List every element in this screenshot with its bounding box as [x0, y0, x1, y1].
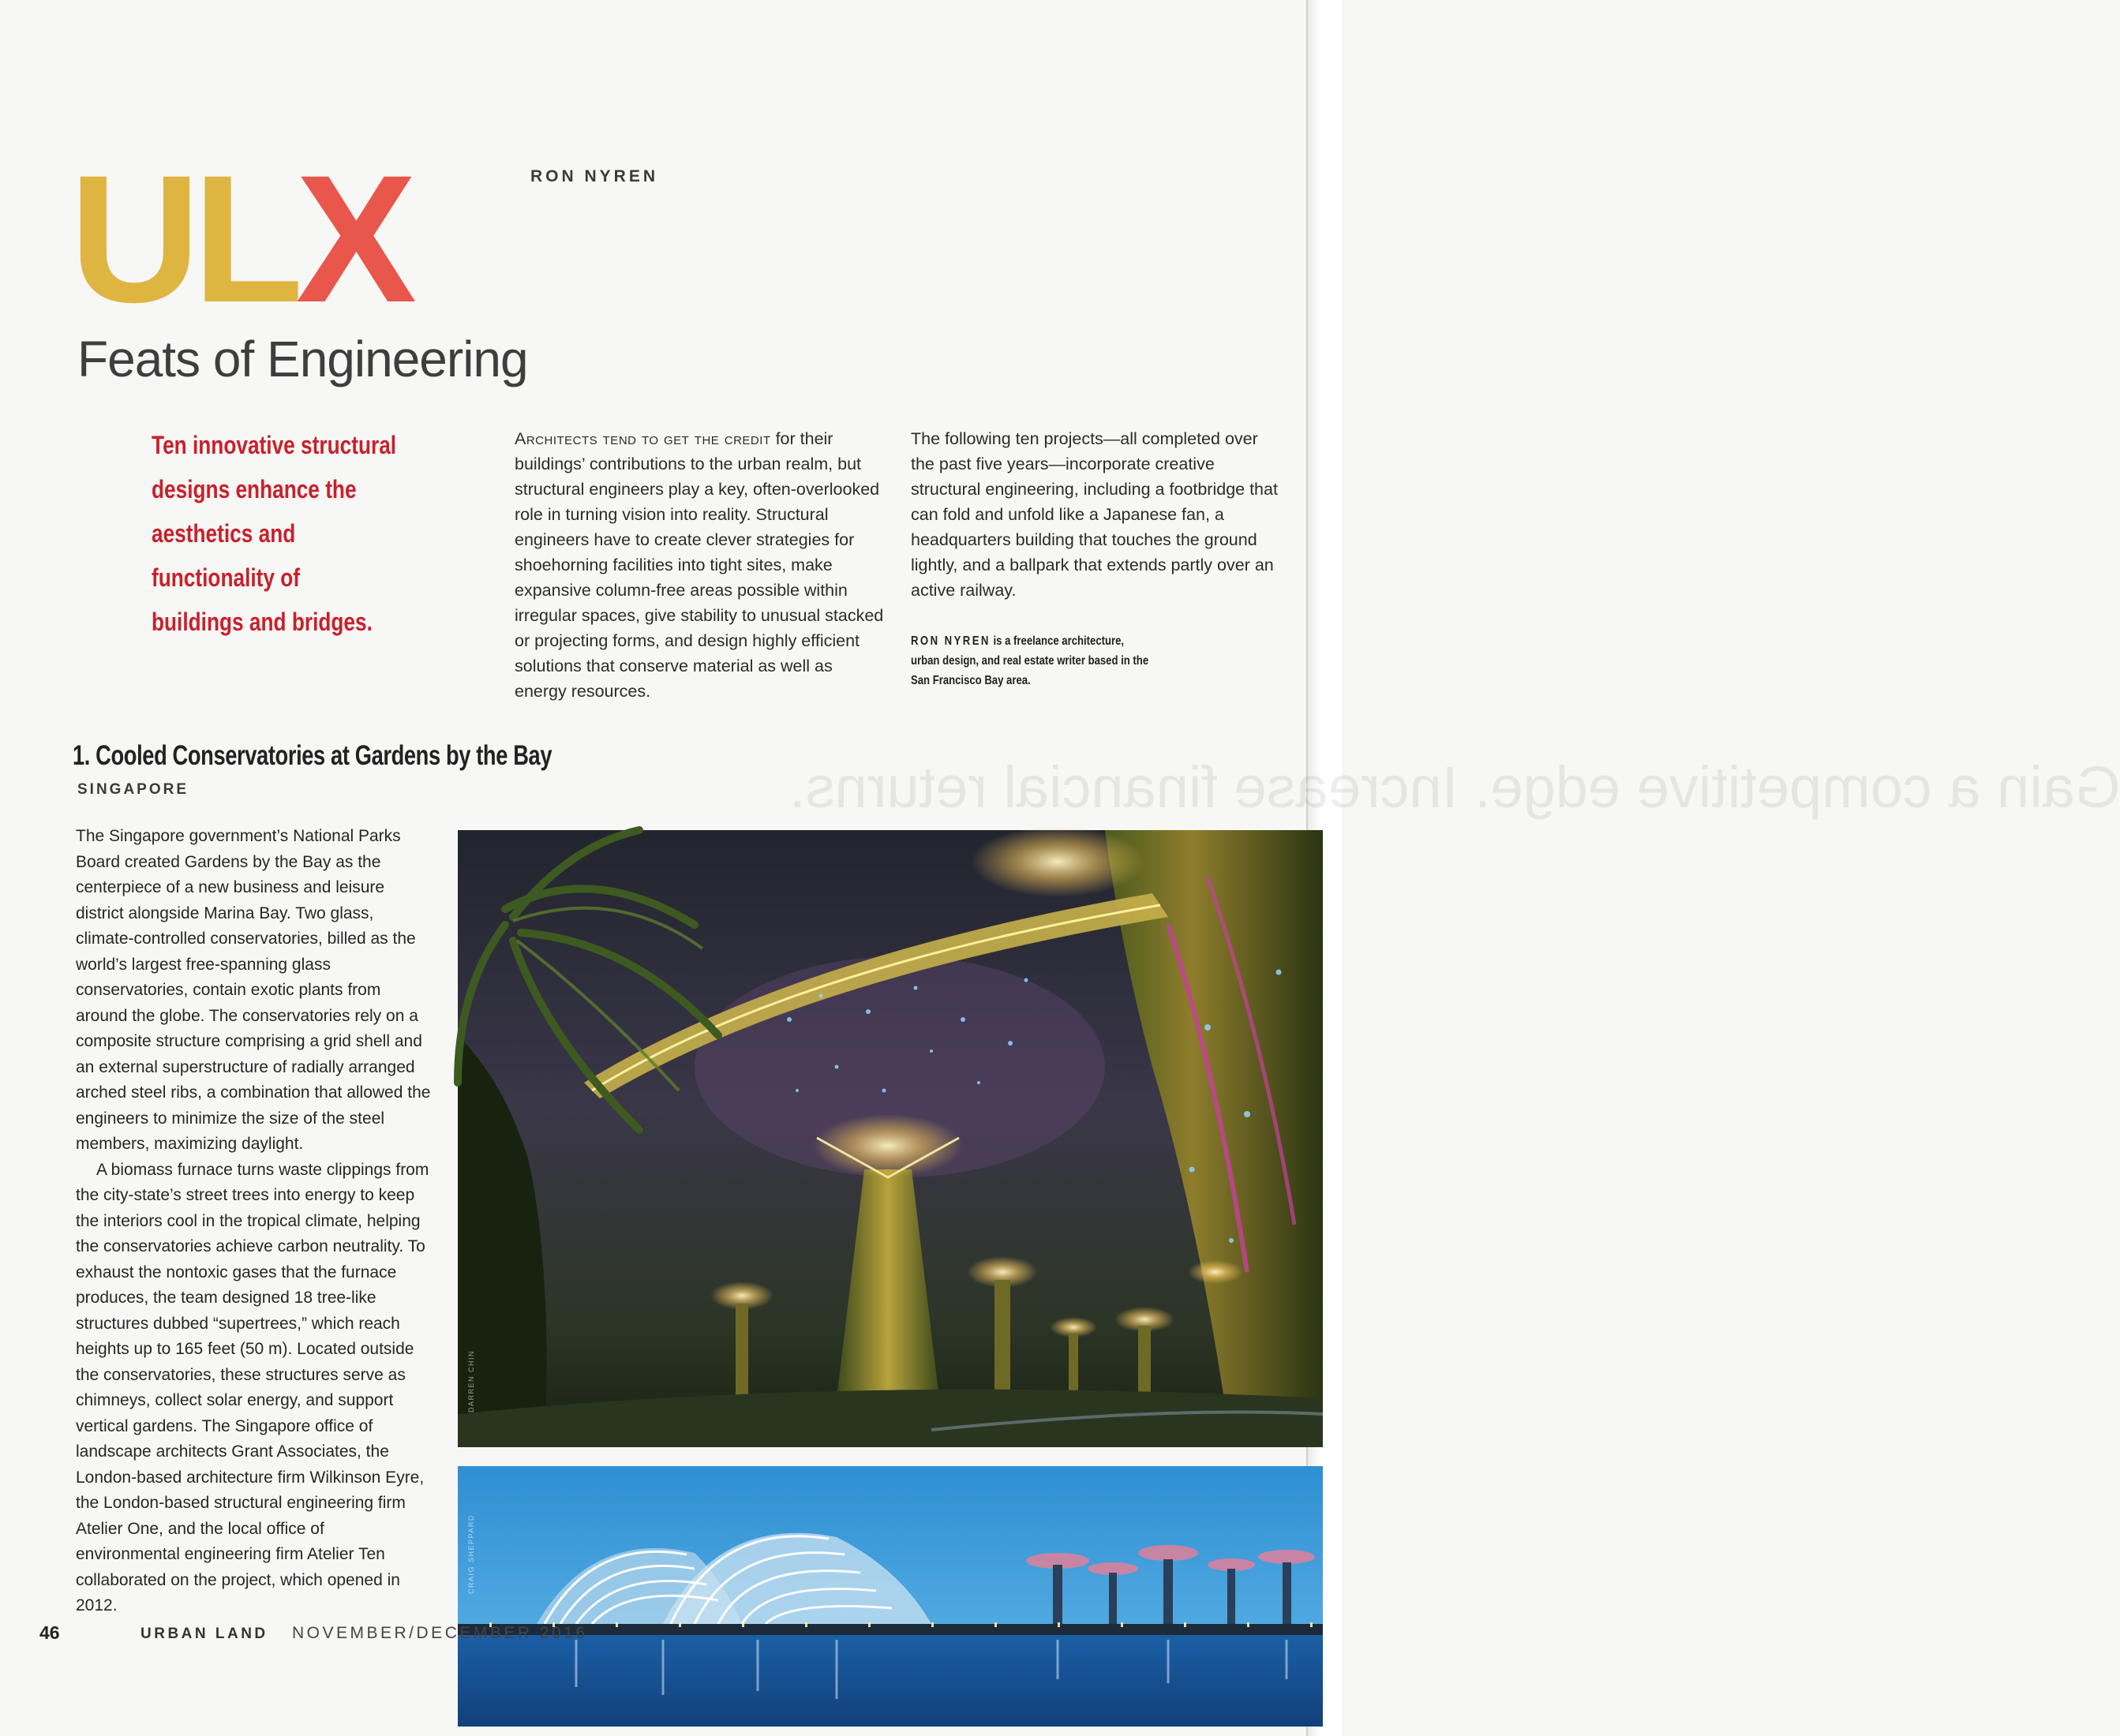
article-deck: Ten innovative structural designs enhance the aesthetics and functionality of buildings and bridges. [152, 431, 397, 636]
page-number: 46 [39, 1622, 60, 1643]
body-paragraph-1: The Singapore government’s National Parks Board created Gardens by the Bay as the centerpiece of a new business and leisure district alongside Marina Bay. Two glass, climate-controlled conservatories, billed as the world’s largest free-spanning glass conservatories, contain exotic plants from around the globe. The conservatories rely on a composite structure comprising a grid shell and an external superstructure of radially arranged arched steel ribs, a combination that allowed the engineers to minimize the size of the steel members, maximizing daylight. [76, 827, 431, 1153]
bio-line-3: San Francisco Bay area. [911, 674, 1031, 687]
supertrees-night-photo [458, 830, 1323, 1447]
brand-x: X [295, 137, 410, 340]
bleed-through-text: Gain a competitive edge. Increase financial returns. [789, 754, 2120, 820]
intro-lead-in: Architects tend to get the credit [515, 429, 771, 448]
section-title: 1. Cooled Conservatories at Gardens by the Bay [73, 740, 552, 771]
section-brand-logo [69, 137, 410, 340]
bio-line-1: is a freelance architecture, [990, 634, 1125, 648]
bio-author-name: RON NYREN [911, 634, 991, 648]
section-body [76, 824, 433, 1619]
body-paragraph-2: A biomass furnace turns waste clippings from the city-state’s street trees into energy to keep the interiors cool in the tropical climate, helping the conservatories achieve carbon neutrality. To exhaust the nontoxic gases that the furnace produces, the team designed 18 tree-like structures dubbed “supertrees,” which reach heights up to 165 feet (50 m). Located outside the conservatories, these structures serve as chimneys, collect solar energy, and support vertical gardens. The Singapore office of landscape architects Grant Associates, the London-based architecture firm Wilkinson Eyre, the London-based structural engineering firm Atelier One, and the local office of environmental engineering firm Atelier Ten collaborated on the project, which opened in 2012. [76, 1160, 429, 1614]
conservatories-dusk-photo [458, 1466, 1323, 1727]
projects-overview-paragraph: The following ten projects—all completed over the past five years—incorporate creative structural engineering, including a footbridge that can fold and unfold like a Japanese fan, a headquarters building that touches the ground lightly, and a ballpark that extends partly over an active railway. [911, 429, 1278, 600]
brand-ul: UL [69, 137, 296, 340]
author-bio [911, 631, 1149, 690]
intro-paragraph [515, 426, 886, 704]
photo-credit-1: DARREN CHIN [467, 1349, 475, 1412]
magazine-name: URBAN LAND [140, 1626, 268, 1642]
intro-text: for their buildings’ contributions to the urban realm, but structural engineers play a key, often-overlooked role in turning vision into reality. Structural engineers have to create clever strategies for shoehorning facilities into tight sites, make expansive column-free areas possible within irregular spaces, give stability to unusual stacked or projecting forms, and design highly efficient solutions that conserve material as well as energy resources. [515, 429, 884, 701]
article-headline: Feats of Engineering [77, 331, 528, 387]
photo-credit-2: CRAIG SHEPPARD [467, 1514, 475, 1594]
section-location: SINGAPORE [77, 781, 189, 798]
bio-line-2: urban design, and real estate writer based in the [911, 654, 1149, 668]
author-byline: RON NYREN [530, 167, 659, 185]
issue-date: NOVEMBER/DECEMBER 2016 [292, 1624, 588, 1642]
